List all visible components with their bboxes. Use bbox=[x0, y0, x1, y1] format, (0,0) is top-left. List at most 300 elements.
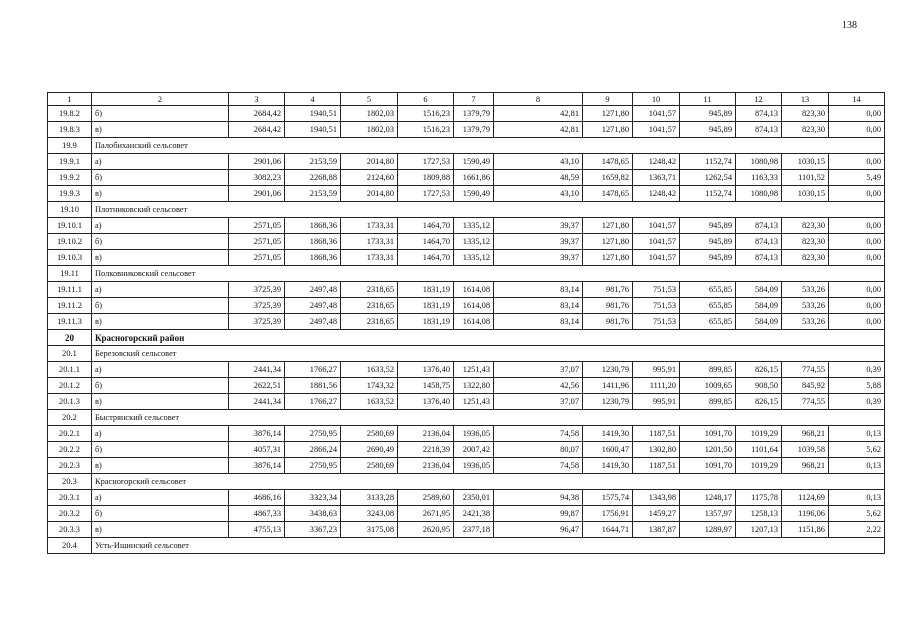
table-row bbox=[48, 362, 885, 378]
table-cell: 968,21 bbox=[782, 426, 829, 442]
table-cell: 74,58 bbox=[494, 458, 583, 474]
table-cell: 1039,58 bbox=[782, 442, 829, 458]
row-code: 19.10.1 bbox=[48, 218, 92, 234]
row-code: 20.3.2 bbox=[48, 506, 92, 522]
table-cell: 94,38 bbox=[494, 490, 583, 506]
table-cell: 874,13 bbox=[736, 234, 782, 250]
table-cell: 42,81 bbox=[494, 106, 583, 122]
table-cell: 1302,80 bbox=[633, 442, 680, 458]
table-cell: 2684,42 bbox=[229, 106, 285, 122]
table-cell: 945,89 bbox=[680, 218, 736, 234]
table-cell: 945,89 bbox=[680, 106, 736, 122]
table-cell: 1271,80 bbox=[583, 234, 633, 250]
row-code: 19.8.2 bbox=[48, 106, 92, 122]
table-cell: 1322,80 bbox=[454, 378, 494, 394]
table-cell: 3323,34 bbox=[285, 490, 341, 506]
table-cell: 1041,57 bbox=[633, 122, 680, 138]
table-cell: 1614,08 bbox=[454, 282, 494, 298]
row-variant: в) bbox=[92, 522, 229, 538]
table-cell: 1019,29 bbox=[736, 426, 782, 442]
table-cell: 1030,15 bbox=[782, 186, 829, 202]
table-cell: 751,53 bbox=[633, 282, 680, 298]
table-cell: 0,00 bbox=[829, 282, 885, 298]
column-header: 13 bbox=[782, 93, 829, 106]
table-cell: 1802,03 bbox=[341, 122, 398, 138]
table-cell: 3367,23 bbox=[285, 522, 341, 538]
table-cell: 1271,80 bbox=[583, 106, 633, 122]
row-variant: б) bbox=[92, 170, 229, 186]
row-code: 20 bbox=[48, 330, 92, 346]
table-cell: 2377,18 bbox=[454, 522, 494, 538]
table-cell: 0,39 bbox=[829, 362, 885, 378]
table-cell: 584,09 bbox=[736, 298, 782, 314]
row-code: 19.11.2 bbox=[48, 298, 92, 314]
table-cell: 1151,86 bbox=[782, 522, 829, 538]
row-code: 20.2.1 bbox=[48, 426, 92, 442]
table-cell: 945,89 bbox=[680, 122, 736, 138]
section-title: Усть-Ишинский сельсовет bbox=[92, 538, 885, 554]
table-cell: 1575,74 bbox=[583, 490, 633, 506]
column-header: 8 bbox=[494, 93, 583, 106]
table-cell: 2571,05 bbox=[229, 218, 285, 234]
row-code: 20.1.1 bbox=[48, 362, 92, 378]
row-code: 19.9.1 bbox=[48, 154, 92, 170]
table-row bbox=[48, 298, 885, 314]
section-row bbox=[48, 266, 885, 282]
table-cell: 1251,43 bbox=[454, 394, 494, 410]
table-cell: 2014,80 bbox=[341, 154, 398, 170]
table-cell: 1478,65 bbox=[583, 154, 633, 170]
table-cell: 0,13 bbox=[829, 490, 885, 506]
table-cell: 2690,49 bbox=[341, 442, 398, 458]
table-cell: 1936,05 bbox=[454, 426, 494, 442]
table-cell: 845,92 bbox=[782, 378, 829, 394]
row-code: 20.2.2 bbox=[48, 442, 92, 458]
table-cell: 995,91 bbox=[633, 362, 680, 378]
row-code: 19.8.3 bbox=[48, 122, 92, 138]
table-cell: 37,07 bbox=[494, 394, 583, 410]
section-row bbox=[48, 474, 885, 490]
table-cell: 2421,38 bbox=[454, 506, 494, 522]
table-cell: 42,81 bbox=[494, 122, 583, 138]
table-cell: 5,62 bbox=[829, 442, 885, 458]
table-cell: 2580,69 bbox=[341, 426, 398, 442]
table-body bbox=[48, 93, 885, 554]
row-variant: а) bbox=[92, 218, 229, 234]
row-variant: в) bbox=[92, 458, 229, 474]
table-row bbox=[48, 170, 885, 186]
table-row bbox=[48, 218, 885, 234]
table-cell: 1196,06 bbox=[782, 506, 829, 522]
table-cell: 1124,69 bbox=[782, 490, 829, 506]
table-cell: 1727,53 bbox=[398, 154, 454, 170]
table-cell: 37,07 bbox=[494, 362, 583, 378]
table-cell: 981,76 bbox=[583, 314, 633, 330]
table-cell: 1230,79 bbox=[583, 362, 633, 378]
column-header: 10 bbox=[633, 93, 680, 106]
row-code: 19.9 bbox=[48, 138, 92, 154]
table-cell: 874,13 bbox=[736, 122, 782, 138]
table-cell: 2441,34 bbox=[229, 394, 285, 410]
section-title: Быстрянский сельсовет bbox=[92, 410, 885, 426]
table-cell: 43,10 bbox=[494, 154, 583, 170]
row-variant: б) bbox=[92, 378, 229, 394]
table-cell: 1766,27 bbox=[285, 362, 341, 378]
table-cell: 39,37 bbox=[494, 234, 583, 250]
table-cell: 2136,04 bbox=[398, 458, 454, 474]
table-cell: 1831,19 bbox=[398, 282, 454, 298]
table-cell: 1516,23 bbox=[398, 106, 454, 122]
table-cell: 3725,39 bbox=[229, 282, 285, 298]
table-cell: 83,14 bbox=[494, 314, 583, 330]
table-cell: 1248,17 bbox=[680, 490, 736, 506]
table-cell: 1614,08 bbox=[454, 298, 494, 314]
section-row bbox=[48, 410, 885, 426]
table-cell: 1080,98 bbox=[736, 154, 782, 170]
table-cell: 3876,14 bbox=[229, 458, 285, 474]
table-cell: 2007,42 bbox=[454, 442, 494, 458]
table-cell: 655,85 bbox=[680, 282, 736, 298]
table-cell: 1743,32 bbox=[341, 378, 398, 394]
table-cell: 3876,14 bbox=[229, 426, 285, 442]
section-row bbox=[48, 330, 885, 346]
table-cell: 1335,12 bbox=[454, 234, 494, 250]
table-cell: 1733,31 bbox=[341, 218, 398, 234]
table-cell: 1041,57 bbox=[633, 250, 680, 266]
table-row bbox=[48, 154, 885, 170]
table-cell: 1152,74 bbox=[680, 154, 736, 170]
table-cell: 83,14 bbox=[494, 282, 583, 298]
table-cell: 1600,47 bbox=[583, 442, 633, 458]
row-variant: в) bbox=[92, 122, 229, 138]
column-header: 9 bbox=[583, 93, 633, 106]
table-cell: 874,13 bbox=[736, 106, 782, 122]
table-cell: 1091,70 bbox=[680, 458, 736, 474]
table-cell: 4867,33 bbox=[229, 506, 285, 522]
table-cell: 2571,05 bbox=[229, 250, 285, 266]
table-cell: 2580,69 bbox=[341, 458, 398, 474]
table-cell: 981,76 bbox=[583, 282, 633, 298]
table-cell: 1262,54 bbox=[680, 170, 736, 186]
table-cell: 3082,23 bbox=[229, 170, 285, 186]
table-cell: 3133,28 bbox=[341, 490, 398, 506]
table-cell: 1187,51 bbox=[633, 458, 680, 474]
table-cell: 981,76 bbox=[583, 298, 633, 314]
table-cell: 823,30 bbox=[782, 218, 829, 234]
header-row bbox=[48, 93, 885, 106]
table-cell: 1614,08 bbox=[454, 314, 494, 330]
table-cell: 1659,82 bbox=[583, 170, 633, 186]
table-cell: 5,49 bbox=[829, 170, 885, 186]
table-cell: 39,37 bbox=[494, 250, 583, 266]
row-code: 20.2 bbox=[48, 410, 92, 426]
table-cell: 1478,65 bbox=[583, 186, 633, 202]
table-cell: 2901,06 bbox=[229, 154, 285, 170]
table-cell: 0,13 bbox=[829, 458, 885, 474]
table-cell: 533,26 bbox=[782, 282, 829, 298]
table-cell: 1881,56 bbox=[285, 378, 341, 394]
row-variant: в) bbox=[92, 186, 229, 202]
section-row bbox=[48, 538, 885, 554]
table-cell: 0,00 bbox=[829, 314, 885, 330]
table-cell: 2136,04 bbox=[398, 426, 454, 442]
table-cell: 1868,36 bbox=[285, 250, 341, 266]
table-cell: 1379,79 bbox=[454, 122, 494, 138]
table-cell: 0,13 bbox=[829, 426, 885, 442]
table-cell: 1419,30 bbox=[583, 426, 633, 442]
table-cell: 2441,34 bbox=[229, 362, 285, 378]
row-code: 20.1.2 bbox=[48, 378, 92, 394]
row-variant: б) bbox=[92, 234, 229, 250]
table-cell: 1376,40 bbox=[398, 362, 454, 378]
table-cell: 48,59 bbox=[494, 170, 583, 186]
row-code: 20.1 bbox=[48, 346, 92, 362]
table-cell: 1041,57 bbox=[633, 218, 680, 234]
table-row bbox=[48, 282, 885, 298]
table-cell: 945,89 bbox=[680, 234, 736, 250]
table-cell: 899,85 bbox=[680, 362, 736, 378]
table-cell: 899,85 bbox=[680, 394, 736, 410]
table-row bbox=[48, 490, 885, 506]
row-variant: б) bbox=[92, 442, 229, 458]
table-cell: 4057,31 bbox=[229, 442, 285, 458]
table-cell: 2497,48 bbox=[285, 298, 341, 314]
table-cell: 2153,59 bbox=[285, 154, 341, 170]
tariff-table bbox=[47, 92, 885, 554]
row-code: 19.11.3 bbox=[48, 314, 92, 330]
table-cell: 2218,39 bbox=[398, 442, 454, 458]
table-cell: 1419,30 bbox=[583, 458, 633, 474]
table-cell: 968,21 bbox=[782, 458, 829, 474]
table-cell: 3438,63 bbox=[285, 506, 341, 522]
row-code: 20.4 bbox=[48, 538, 92, 554]
table-cell: 533,26 bbox=[782, 314, 829, 330]
table-cell: 1271,80 bbox=[583, 122, 633, 138]
section-row bbox=[48, 138, 885, 154]
row-code: 19.9.3 bbox=[48, 186, 92, 202]
table-cell: 655,85 bbox=[680, 314, 736, 330]
row-code: 19.11.1 bbox=[48, 282, 92, 298]
table-cell: 74,58 bbox=[494, 426, 583, 442]
row-code: 19.10 bbox=[48, 202, 92, 218]
table-cell: 823,30 bbox=[782, 250, 829, 266]
table-cell: 1152,74 bbox=[680, 186, 736, 202]
table-cell: 1590,49 bbox=[454, 186, 494, 202]
table-row bbox=[48, 394, 885, 410]
table-cell: 1387,87 bbox=[633, 522, 680, 538]
table-cell: 823,30 bbox=[782, 106, 829, 122]
table-cell: 1940,51 bbox=[285, 122, 341, 138]
table-cell: 1633,52 bbox=[341, 394, 398, 410]
row-code: 20.1.3 bbox=[48, 394, 92, 410]
table-row bbox=[48, 122, 885, 138]
table-cell: 1661,86 bbox=[454, 170, 494, 186]
row-variant: б) bbox=[92, 298, 229, 314]
page-number: 138 bbox=[842, 20, 857, 31]
table-cell: 0,00 bbox=[829, 106, 885, 122]
table-cell: 1516,23 bbox=[398, 122, 454, 138]
table-cell: 2318,65 bbox=[341, 282, 398, 298]
table-cell: 1271,80 bbox=[583, 218, 633, 234]
table-cell: 1080,98 bbox=[736, 186, 782, 202]
table-cell: 83,14 bbox=[494, 298, 583, 314]
table-cell: 3243,08 bbox=[341, 506, 398, 522]
table-cell: 1091,70 bbox=[680, 426, 736, 442]
table-cell: 1343,98 bbox=[633, 490, 680, 506]
table-cell: 80,07 bbox=[494, 442, 583, 458]
table-cell: 1766,27 bbox=[285, 394, 341, 410]
table-cell: 874,13 bbox=[736, 218, 782, 234]
column-header: 11 bbox=[680, 93, 736, 106]
section-title: Красногорский район bbox=[92, 330, 885, 346]
table-cell: 0,00 bbox=[829, 298, 885, 314]
table-cell: 2866,24 bbox=[285, 442, 341, 458]
table-cell: 1940,51 bbox=[285, 106, 341, 122]
column-header: 3 bbox=[229, 93, 285, 106]
row-variant: в) bbox=[92, 394, 229, 410]
column-header: 7 bbox=[454, 93, 494, 106]
section-row bbox=[48, 202, 885, 218]
table-row bbox=[48, 458, 885, 474]
column-header: 14 bbox=[829, 93, 885, 106]
table-cell: 1379,79 bbox=[454, 106, 494, 122]
table-cell: 1163,33 bbox=[736, 170, 782, 186]
column-header: 4 bbox=[285, 93, 341, 106]
table-cell: 1868,36 bbox=[285, 218, 341, 234]
table-cell: 0,00 bbox=[829, 186, 885, 202]
table-cell: 1101,64 bbox=[736, 442, 782, 458]
table-cell: 1464,70 bbox=[398, 250, 454, 266]
table-cell: 2318,65 bbox=[341, 298, 398, 314]
table-cell: 1201,50 bbox=[680, 442, 736, 458]
table-cell: 4686,16 bbox=[229, 490, 285, 506]
table-cell: 5,88 bbox=[829, 378, 885, 394]
section-title: Палобиханский сельсовет bbox=[92, 138, 885, 154]
table-cell: 774,55 bbox=[782, 362, 829, 378]
table-cell: 1411,96 bbox=[583, 378, 633, 394]
table-cell: 584,09 bbox=[736, 314, 782, 330]
table-cell: 0,00 bbox=[829, 234, 885, 250]
row-variant: в) bbox=[92, 250, 229, 266]
table-row bbox=[48, 106, 885, 122]
table-cell: 99,87 bbox=[494, 506, 583, 522]
table-cell: 0,39 bbox=[829, 394, 885, 410]
row-variant: в) bbox=[92, 314, 229, 330]
table-cell: 0,00 bbox=[829, 122, 885, 138]
table-row bbox=[48, 522, 885, 538]
table-cell: 1335,12 bbox=[454, 218, 494, 234]
table-cell: 1251,43 bbox=[454, 362, 494, 378]
table-cell: 2,22 bbox=[829, 522, 885, 538]
column-header: 2 bbox=[92, 93, 229, 106]
table-cell: 826,15 bbox=[736, 394, 782, 410]
row-variant: а) bbox=[92, 362, 229, 378]
table-cell: 2901,06 bbox=[229, 186, 285, 202]
table-cell: 2671,95 bbox=[398, 506, 454, 522]
row-variant: а) bbox=[92, 282, 229, 298]
table-cell: 42,56 bbox=[494, 378, 583, 394]
table-cell: 0,00 bbox=[829, 250, 885, 266]
section-row bbox=[48, 346, 885, 362]
table-cell: 1230,79 bbox=[583, 394, 633, 410]
section-title: Плотниковский сельсовет bbox=[92, 202, 885, 218]
table-cell: 1831,19 bbox=[398, 298, 454, 314]
table-cell: 43,10 bbox=[494, 186, 583, 202]
section-title: Березовский сельсовет bbox=[92, 346, 885, 362]
table-row bbox=[48, 314, 885, 330]
table-cell: 2318,65 bbox=[341, 314, 398, 330]
table-cell: 1030,15 bbox=[782, 154, 829, 170]
row-code: 19.10.2 bbox=[48, 234, 92, 250]
table-cell: 751,53 bbox=[633, 314, 680, 330]
table-cell: 1363,71 bbox=[633, 170, 680, 186]
table-cell: 1111,20 bbox=[633, 378, 680, 394]
table-cell: 1041,57 bbox=[633, 234, 680, 250]
table-cell: 584,09 bbox=[736, 282, 782, 298]
table-cell: 2620,95 bbox=[398, 522, 454, 538]
table-cell: 2350,01 bbox=[454, 490, 494, 506]
table-cell: 655,85 bbox=[680, 298, 736, 314]
table-cell: 874,13 bbox=[736, 250, 782, 266]
table-cell: 1101,52 bbox=[782, 170, 829, 186]
table-cell: 3175,08 bbox=[341, 522, 398, 538]
column-header: 5 bbox=[341, 93, 398, 106]
table-cell: 39,37 bbox=[494, 218, 583, 234]
column-header: 1 bbox=[48, 93, 92, 106]
table-cell: 2497,48 bbox=[285, 314, 341, 330]
table-cell: 2153,59 bbox=[285, 186, 341, 202]
table-cell: 96,47 bbox=[494, 522, 583, 538]
table-cell: 1289,97 bbox=[680, 522, 736, 538]
table-cell: 823,30 bbox=[782, 234, 829, 250]
table-cell: 1590,49 bbox=[454, 154, 494, 170]
table-cell: 1357,97 bbox=[680, 506, 736, 522]
table-cell: 1633,52 bbox=[341, 362, 398, 378]
row-code: 20.3.3 bbox=[48, 522, 92, 538]
table-cell: 945,89 bbox=[680, 250, 736, 266]
table-cell: 1175,78 bbox=[736, 490, 782, 506]
table-cell: 2014,80 bbox=[341, 186, 398, 202]
section-title: Полковниковский сельсовет bbox=[92, 266, 885, 282]
table-cell: 1464,70 bbox=[398, 218, 454, 234]
table-cell: 908,50 bbox=[736, 378, 782, 394]
column-header: 12 bbox=[736, 93, 782, 106]
row-variant: а) bbox=[92, 490, 229, 506]
table-row bbox=[48, 250, 885, 266]
table-cell: 1207,13 bbox=[736, 522, 782, 538]
table-cell: 1733,31 bbox=[341, 250, 398, 266]
table-cell: 533,26 bbox=[782, 298, 829, 314]
table-cell: 1458,75 bbox=[398, 378, 454, 394]
table-cell: 1802,03 bbox=[341, 106, 398, 122]
table-cell: 751,53 bbox=[633, 298, 680, 314]
table-cell: 1459,27 bbox=[633, 506, 680, 522]
table-cell: 826,15 bbox=[736, 362, 782, 378]
table-cell: 1868,36 bbox=[285, 234, 341, 250]
table-cell: 2750,95 bbox=[285, 426, 341, 442]
section-title: Красногорский сельсовет bbox=[92, 474, 885, 490]
table-cell: 1187,51 bbox=[633, 426, 680, 442]
row-code: 19.11 bbox=[48, 266, 92, 282]
row-variant: б) bbox=[92, 506, 229, 522]
table-cell: 2571,05 bbox=[229, 234, 285, 250]
table-cell: 3725,39 bbox=[229, 298, 285, 314]
table-cell: 1271,80 bbox=[583, 250, 633, 266]
table-cell: 1464,70 bbox=[398, 234, 454, 250]
row-variant: а) bbox=[92, 154, 229, 170]
row-variant: б) bbox=[92, 106, 229, 122]
table-cell: 1376,40 bbox=[398, 394, 454, 410]
